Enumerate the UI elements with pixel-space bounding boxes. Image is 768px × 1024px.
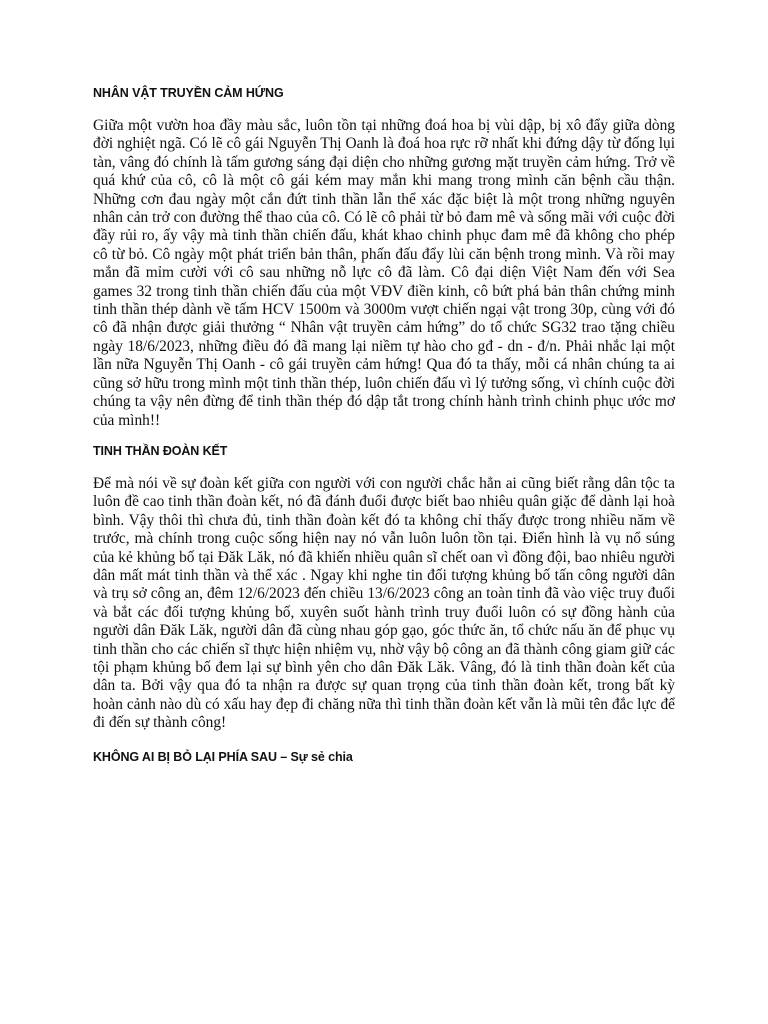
section-body-inspiration: Giữa một vườn hoa đầy màu sắc, luôn tồn tại những đoá hoa bị vùi dập, bị xô đẩy giữa dòng đời nghiệt ngã. Có lẽ cô gái Nguyễn Thị Oanh là đoá hoa rực rỡ nhất khi đứng dậy từ đống lụi tàn, vâng đó chính là tấm gương sáng đại diện cho những gương mặt truyền cảm hứng. Trở về quá khứ của cô, cô là một cô gái kém may mắn khi mang trong mình căn bệnh cầu thận. Những cơn đau ngày một cắn đứt tinh thần lẫn thể xác đặc biệt là một trong những nguyên nhân cản trở con đường thể thao của cô. Có lẽ cô phải từ bỏ đam mê và sống mãi với cuộc đời đầy rủi ro, ấy vậy mà tinh thần chiến đấu, khát khao chinh phục đam mê đã không cho phép cô từ bỏ. Cô ngày một phát triển bản thân, phấn đấu đẩy lùi căn bệnh trong mình. Và rồi may mắn đã mỉm cười với cô sau những nỗ lực cô đã làm. Cô đại diện Việt Nam đến với Sea games 32 trong tinh thần chiến đấu của một VĐV điền kinh, cô bứt phá bản thân chứng minh tinh thần thép dành về tấm HCV 1500m và 3000m vượt chiến ngại vật trong 30p, cùng với đó cô đã nhận được giải thưởng “ Nhân vật truyền cảm hứng” do tổ chức SG32 trao tặng chiều ngày 18/6/2023, những điều đó đã mang lại niềm tự hào cho gđ - dn - đ/n. Phải nhắc lại một lần nữa Nguyễn Thị Oanh - cô gái truyền cảm hứng! Qua đó ta thấy, mỗi cá nhân chúng ta ai cũng sở hữu trong mình một tinh thần thép, luôn chiến đấu vì lý tưởng sống, vì chính cuộc đời chúng ta vậy nên đừng để tinh thần thép đó dập tắt trong chính hành trình chinh phục ước mơ của mình!! <box>93 117 675 429</box>
section-heading-inspiration: NHÂN VẬT TRUYỀN CẢM HỨNG <box>93 86 284 100</box>
section-heading-sharing: KHÔNG AI BỊ BỎ LẠI PHÍA SAU – Sự sẻ chia <box>93 749 353 764</box>
section-heading-solidarity: TINH THẦN ĐOÀN KẾT <box>93 443 228 458</box>
document-page <box>93 86 675 764</box>
section-body-solidarity: Để mà nói về sự đoàn kết giữa con người với con người chắc hẳn ai cũng biết rằng dân tộc ta luôn đề cao tinh thần đoàn kết, nó đã đánh đuổi được biết bao nhiêu quân giặc để dành lại hoà bình. Vậy thôi thì chưa đủ, tinh thần đoàn kết đó ta không chỉ thấy được trong nhiều năm về trước, mà chính trong cuộc sống hiện nay nó vẫn luôn luôn tồn tại. Điển hình là vụ nổ súng của kẻ khủng bố tại Đăk Lăk, nó đã khiến nhiều quân sĩ chết oan vì đồng đội, bao nhiêu người dân mất mát tinh thần và thể xác . Ngay khi nghe tin đối tượng khủng bố tấn công người dân và trụ sở công an, đêm 12/6/2023 đến chiều 13/6/2023 công an toàn tỉnh đã vào việc truy đuổi và bắt các đối tượng khủng bố, xuyên suốt hành trình truy đuổi luôn có sự đồng hành của người dân Đăk Lăk, người dân đã cùng nhau góp gạo, góc thức ăn, tổ chức nấu ăn để phục vụ tinh thần cho các chiến sĩ thực hiện nhiệm vụ, nhờ vậy bộ công an đã thành công giam giữ các tội phạm khủng bố đem lại sự bình yên cho dân Đăk Lăk. Vâng, đó là tinh thần đoàn kết của dân ta. Bởi vậy qua đó ta nhận ra được sự quan trọng của tinh thần đoàn kết, trong bất kỳ hoàn cảnh nào dù có xấu hay đẹp đi chăng nữa thì tinh thần đoàn kết vẫn là mũi tên đắc lực để đi đến sự thành công! <box>93 474 675 732</box>
